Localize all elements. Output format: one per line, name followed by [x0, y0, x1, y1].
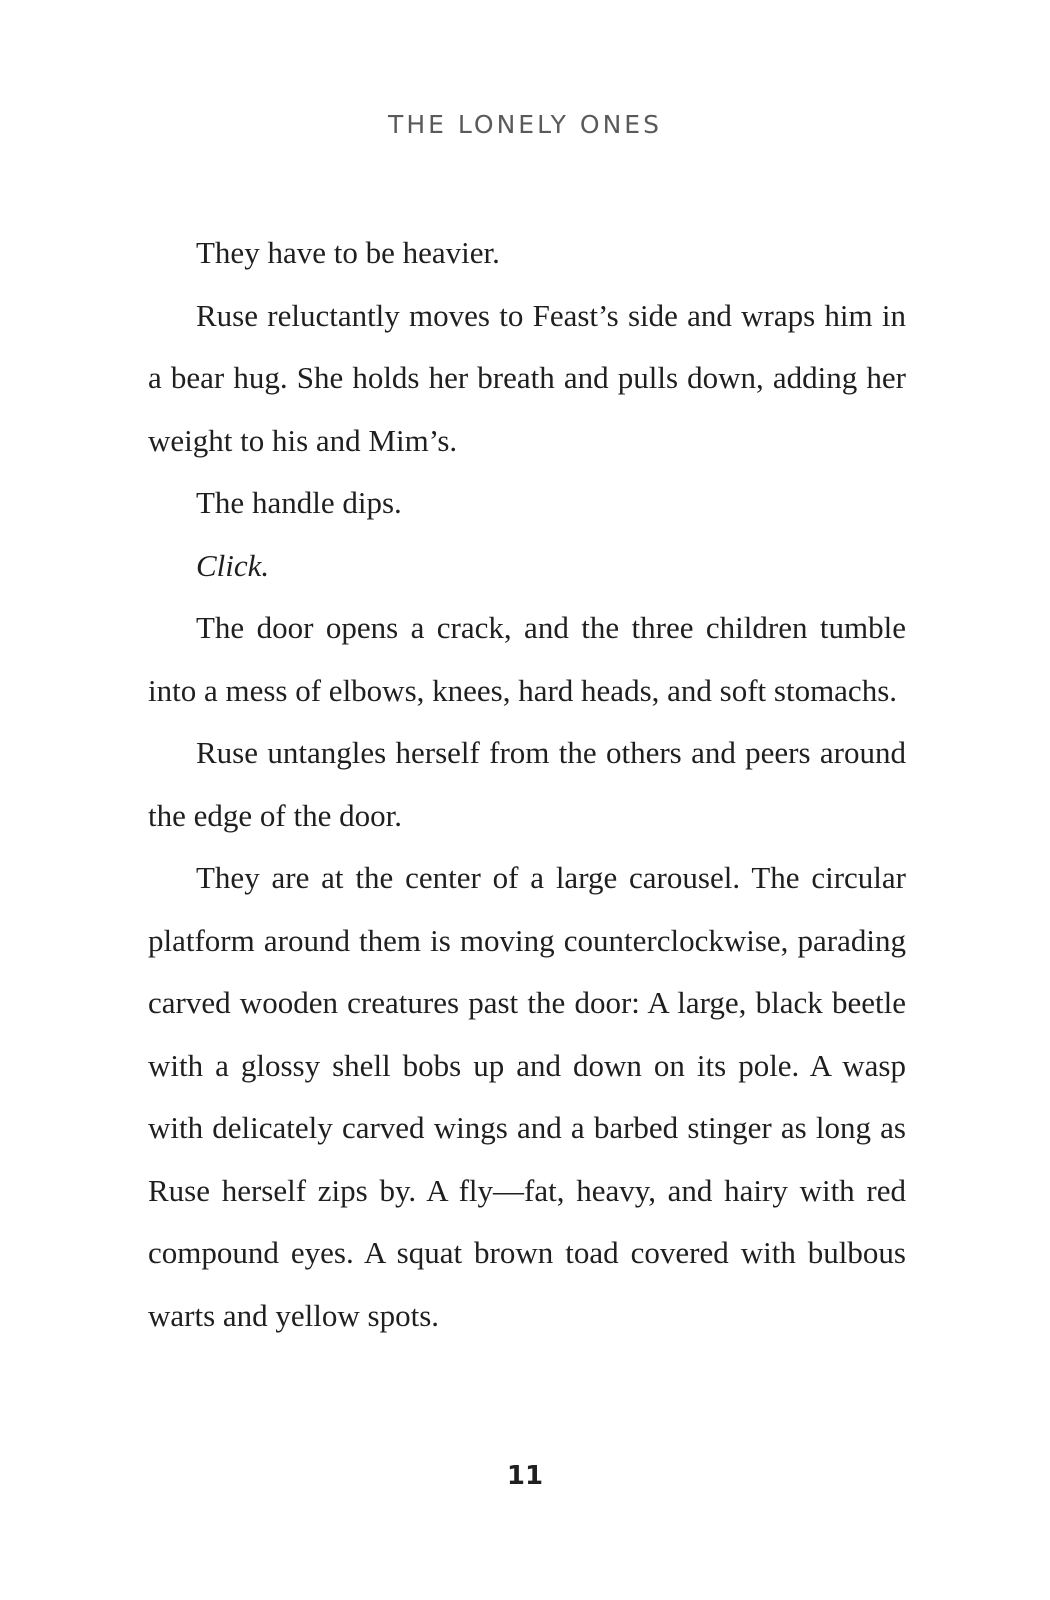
page-number: 11: [506, 1461, 544, 1491]
paragraph-7: They are at the center of a large carousel. The circular platform around them is moving counterclockwise, parading carved wooden creatures past the door: A large, black beetle with a glossy shell bobs up and down on its pole. A wasp with delicately carved wings and a barbed stinger as long as Ruse herself zips by. A fly—fat, heavy, and hairy with red compound eyes. A squat brown toad covered with bulbous warts and yellow spots.: [148, 860, 906, 1333]
paragraph-3: The handle dips.: [196, 485, 402, 520]
paragraph-5: The door opens a crack, and the three children tumble into a mess of elbows, knees, hard heads, and soft stomachs.: [148, 610, 906, 708]
body-text: [148, 222, 906, 1347]
paragraph-2: Ruse reluctantly moves to Feast’s side and wraps him in a bear hug. She holds her breath and pulls down, adding her weight to his and Mim’s.: [148, 297, 906, 458]
paragraph-4: Click.: [196, 547, 270, 583]
paragraph-1: They have to be heavier.: [196, 235, 500, 270]
paragraph-6: Ruse untangles herself from the others and peers around the edge of the door.: [148, 735, 906, 833]
running-head: THE LONELY ONES: [388, 110, 662, 139]
